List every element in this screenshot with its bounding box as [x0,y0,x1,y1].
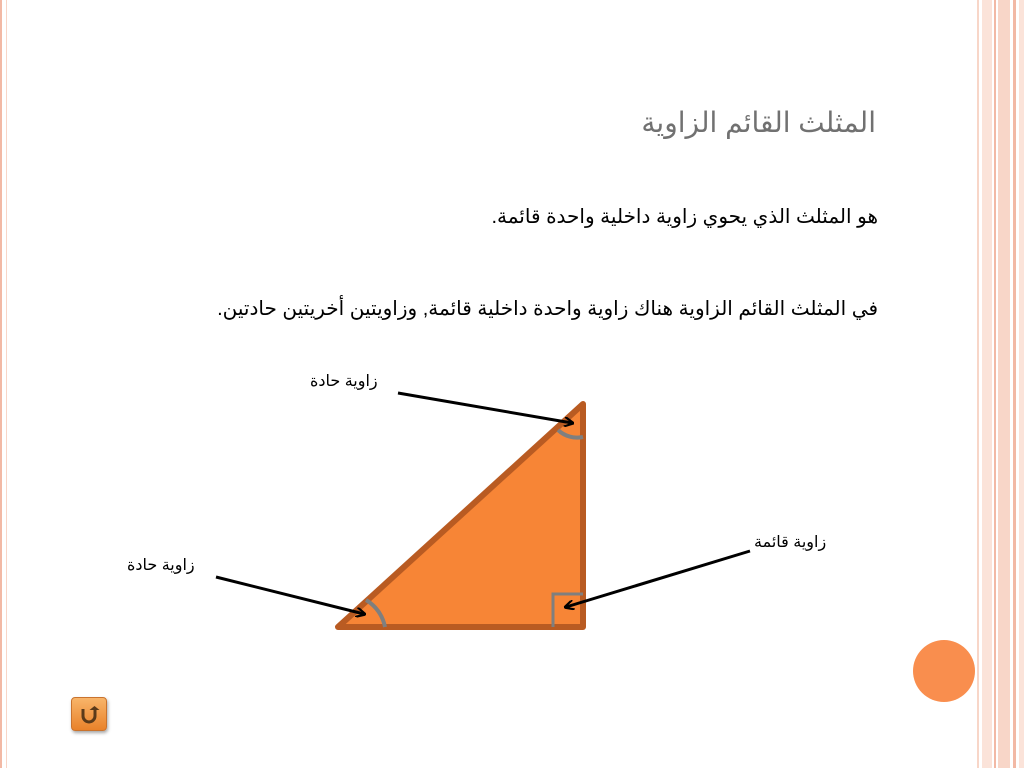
label-left-acute-angle: زاوية حادة [127,557,195,574]
arrow-right-angle [566,551,750,607]
label-right-angle: زاوية قائمة [754,534,827,551]
label-top-acute-angle: زاوية حادة [310,373,378,390]
return-arrow-icon [77,703,101,725]
arrow-left-acute [216,577,364,614]
decorative-circle-icon [913,640,975,702]
page-title: المثلث القائم الزاوية [641,107,876,138]
return-button[interactable] [71,697,107,731]
right-triangle [338,404,583,627]
arrow-top-acute [398,393,572,423]
description-text: في المثلث القائم الزاوية هناك زاوية واحدة داخلية قائمة, وزاويتين أخريتين حادتين. [217,298,878,320]
definition-text: هو المثلث الذي يحوي زاوية داخلية واحدة قائمة. [491,206,878,228]
